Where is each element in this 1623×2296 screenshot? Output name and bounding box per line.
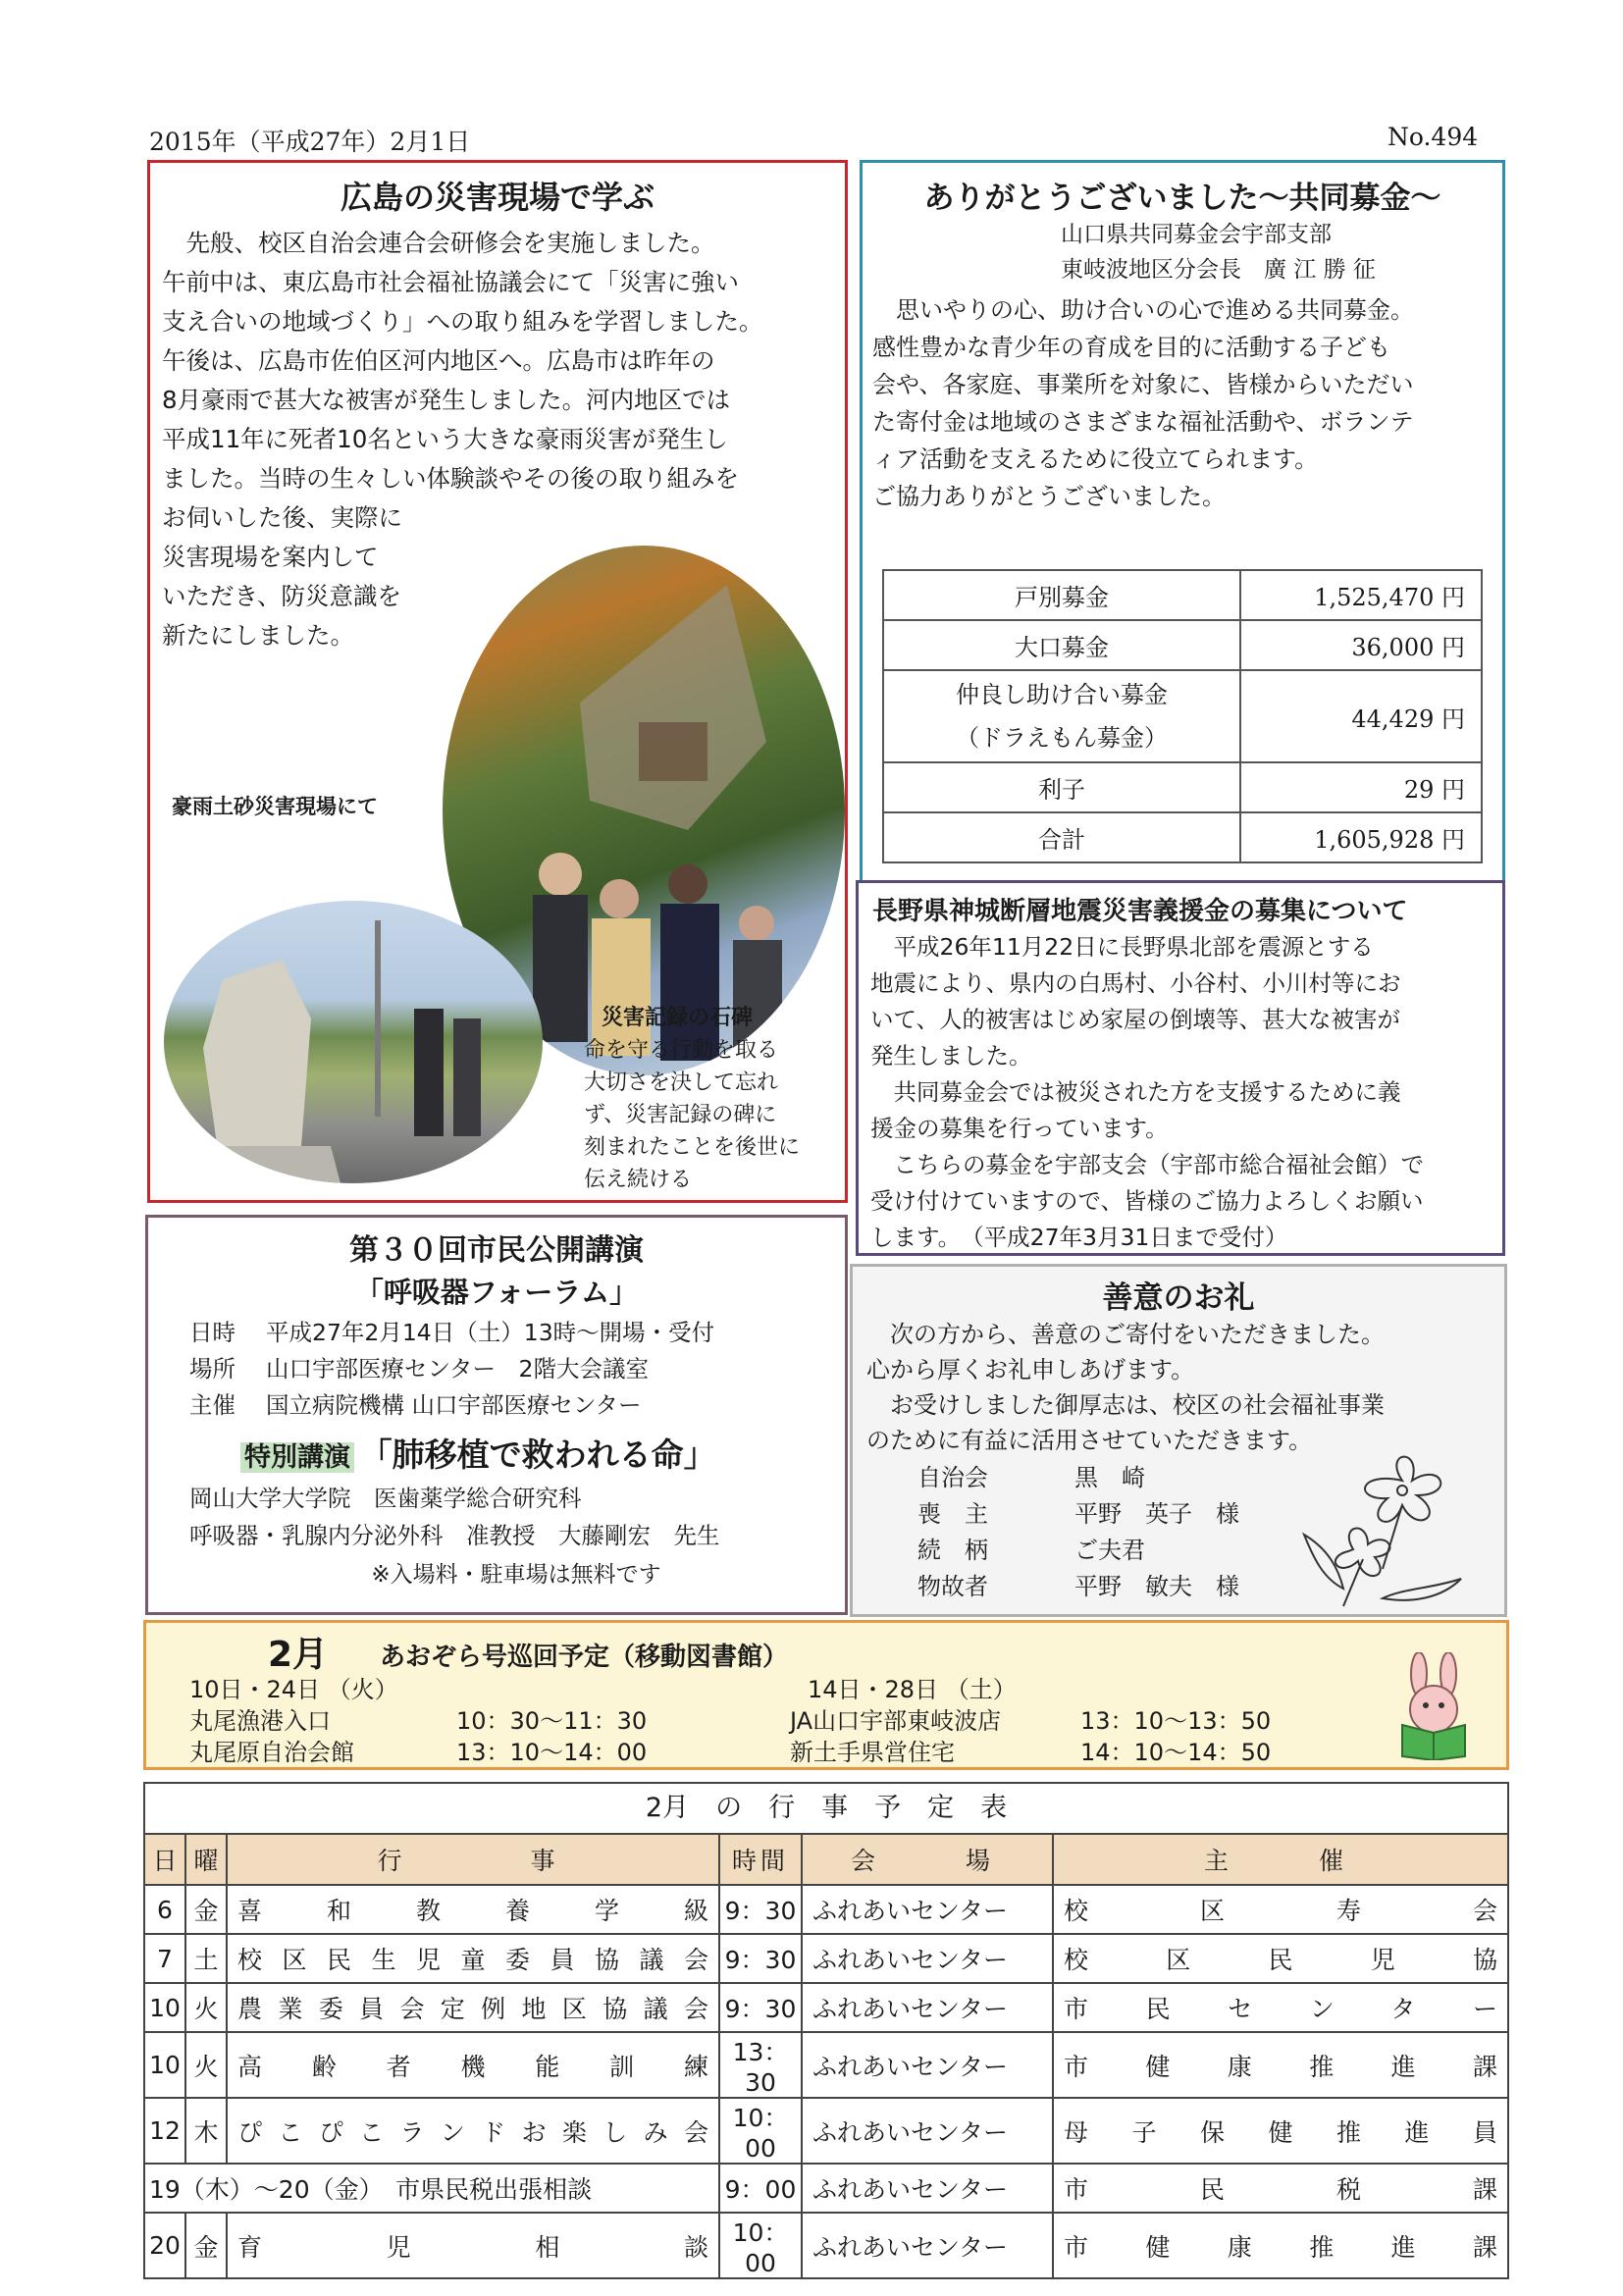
table-row: 合計 1,605,928 円	[883, 812, 1482, 862]
stone-title: 災害記録の石碑	[602, 1006, 754, 1030]
hiroshima-body: 先般、校区自治会連合会研修会を実施しました。 午前中は、東広島市社会福祉協議会にて「災害に強い 支え合いの地域づくり」への取り組みを学習しました。 午後は、広島市佐伯区河内地区へ。広島市は昨年の 8月豪雨で甚大な被害が発生しました。河内地区では 平成11年に死者10名という大きな豪雨災害が発生し ました。当時の生々しい体験談やその後の取り組みを お伺いした後、実際に 災害現場を案内して いただき、防災意識を 新たにしました。	[162, 229, 763, 650]
kyodo-title: ありがとうございました～共同募金～	[923, 181, 1441, 216]
table-row: 大口募金 36,000 円	[883, 620, 1482, 670]
donation-table	[882, 569, 1483, 863]
schedule-title: 2月 の 行 事 予 定 表	[143, 1782, 1509, 1833]
list-item: 喪 主 平野 英子 様	[917, 1500, 1239, 1528]
table-row: 仲良し助け合い募金 （ドラえもん募金） 44,429 円	[883, 670, 1482, 762]
hiroshima-article	[147, 160, 848, 1203]
special-lecture: 特別講演 「肺移植で救われる命」	[240, 1430, 845, 1476]
thanks-article	[850, 1264, 1507, 1617]
library-box	[143, 1620, 1509, 1770]
rabbit-reading-icon	[1385, 1652, 1483, 1760]
forum-note: ※入場料・駐車場は無料です	[371, 1562, 661, 1588]
library-title: あおぞら号巡回予定（移動図書館）	[380, 1643, 789, 1672]
forum-info: 日時 平成27年2月14日（土）13時～開場・受付 場所 山口宇部医療センター 2階大会議室 主催 国立病院機構 山口宇部医療センター	[189, 1319, 715, 1419]
stone-description: 命を守る行動を取る 大切さを決して忘れ ず、災害記録の碑に 刻まれたことを後世に 伝え続ける	[584, 1038, 801, 1192]
schedule-section	[143, 1782, 1509, 2279]
issue-date: 2015年（平成27年）2月1日	[149, 128, 471, 156]
table-row: 6 金 喜和教養学級 9：30 ふれあいセンター 校区寿会	[144, 1885, 1508, 1934]
thanks-title: 善意のお礼	[1102, 1280, 1255, 1316]
nagano-article	[856, 880, 1505, 1256]
flower-illustration	[1284, 1441, 1491, 1608]
list-item: 続 柄 ご夫君	[917, 1537, 1145, 1564]
forum-subtitle: 「呼吸器フォーラム」	[354, 1276, 639, 1309]
forum-article	[145, 1215, 848, 1615]
table-row: 戸別募金 1,525,470 円	[883, 570, 1482, 620]
stone-monument-photo	[164, 901, 543, 1183]
table-row: 7 土 校区民生児童委員協議会 9：30 ふれあいセンター 校区民児協	[144, 1934, 1508, 1983]
kyodo-signature: 山口県共同募金会宇部支部 東岐波地区分会長 廣 江 勝 征	[1061, 222, 1376, 283]
table-row: 19（木）～20（金） 市県民税出張相談 9：00 ふれあいセンター 市民税課	[144, 2164, 1508, 2213]
speaker-info: 岡山大学大学院 医歯薬学総合研究科 呼吸器・乳腺内分泌外科 准教授 大藤剛宏 先生	[189, 1485, 720, 1549]
hiroshima-title: 広島の災害現場で学ぶ	[340, 179, 654, 216]
library-left: 10日・24日 （火） 丸尾漁港入口 10：30～11：30 丸尾原自治会館 13：10～14：00	[189, 1676, 648, 1766]
library-right: 14日・28日 （土） JA山口宇部東岐波店 13：10～13：50 新土手県営住宅 14：10～14：50	[790, 1676, 1272, 1766]
table-row: 20 金 育児相談 10：00 ふれあいセンター 市健康推進課	[144, 2213, 1508, 2278]
thanks-body: 次の方から、善意のご寄付をいただきました。 心から厚くお礼申しあげます。 お受けしました御厚志は、校区の社会福祉事業 のために有益に活用させていただきます。	[866, 1321, 1385, 1454]
list-item: 自治会 黒 崎	[917, 1464, 1145, 1491]
table-header: 日 曜 行 事 時間 会 場 主 催	[144, 1834, 1508, 1885]
table-row: 12 木 ぴこぴこランドお楽しみ会 10：00 ふれあいセンター 母子保健推進員	[144, 2098, 1508, 2164]
disaster-photo-caption: 豪雨土砂災害現場にて	[172, 795, 378, 818]
forum-title: 第３０回市民公開講演	[349, 1233, 644, 1268]
kyodo-body: 思いやりの心、助け合いの心で進める共同募金。 感性豊かな青少年の育成を目的に活動する子ども 会や、各家庭、事業所を対象に、皆様からいただい た寄付金は地域のさまざまな福祉活動や、ボランテ ィア活動を支えるために役立てられます。 ご協力ありがとうございました。	[872, 296, 1414, 510]
schedule-table	[143, 1833, 1509, 2279]
table-row: 利子 29 円	[883, 762, 1482, 812]
library-month: 2月	[268, 1635, 329, 1675]
list-item: 物故者 平野 敏夫 様	[917, 1573, 1239, 1600]
table-row: 10 火 農業委員会定例地区協議会 9：30 ふれあいセンター 市民センター	[144, 1983, 1508, 2032]
nagano-title: 長野県神城断層地震災害義援金の募集について	[872, 897, 1408, 926]
kyodo-article	[860, 160, 1505, 883]
issue-number: No.494	[1387, 123, 1479, 151]
nagano-body: 平成26年11月22日に長野県北部を震源とする 地震により、県内の白馬村、小谷村、小川村等にお いて、人的被害はじめ家屋の倒壊等、甚大な被害が 発生しました。 共同募金会では被災された方を支援するために義 援金の募集を行っています。 こちらの募金を宇部支会（宇部市総合福祉会館）で 受け付けていますので、皆様のご協力よろしくお願い します。 （平成27年3月31日まで受付）	[870, 933, 1424, 1251]
table-row: 10 火 高齢者機能訓練 13：30 ふれあいセンター 市健康推進課	[144, 2032, 1508, 2098]
